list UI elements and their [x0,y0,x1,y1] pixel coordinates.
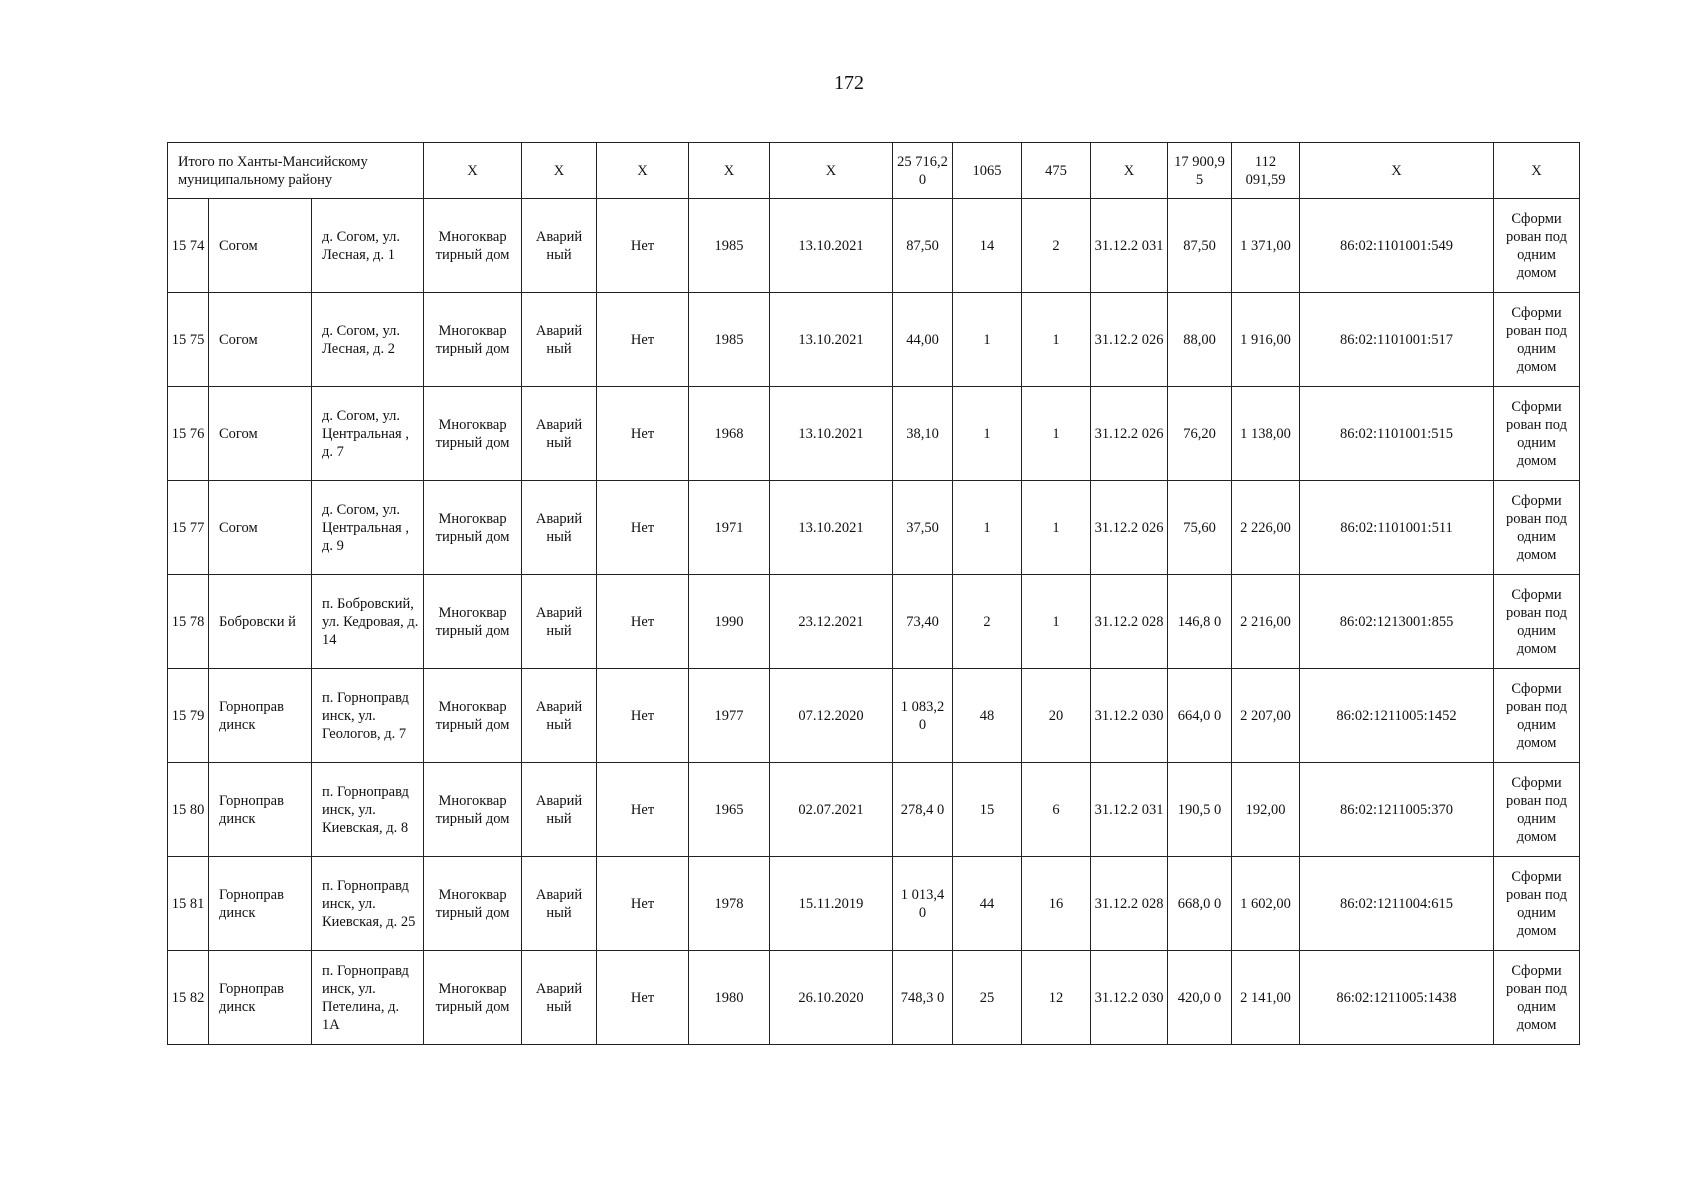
total-cell: 475 [1022,143,1091,199]
table-row [168,763,1580,857]
table-row [168,481,1580,575]
total-row [168,143,1580,199]
building-type-cell: Многоквар тирный дом [424,763,522,857]
area-relocated-cell: 76,20 [1168,387,1232,481]
year-cell: 1985 [689,199,770,293]
date-cell: 26.10.2020 [770,951,893,1045]
deadline-cell: 31.12.2 026 [1091,481,1168,575]
residents-cell: 1 [953,481,1022,575]
building-type-cell: Многоквар тирный дом [424,481,522,575]
settlement-cell: Горноправ динск [209,951,312,1045]
area-relocated-cell: 420,0 0 [1168,951,1232,1045]
rooms-cell: 2 [1022,199,1091,293]
residents-cell: 25 [953,951,1022,1045]
residents-cell: 15 [953,763,1022,857]
status-cell: Аварий ный [522,857,597,951]
table-row [168,857,1580,951]
deadline-cell: 31.12.2 026 [1091,387,1168,481]
date-cell: 07.12.2020 [770,669,893,763]
status-cell: Аварий ный [522,951,597,1045]
total-cell: Х [522,143,597,199]
residents-cell: 48 [953,669,1022,763]
total-cell: 17 900,9 5 [1168,143,1232,199]
cadastral-number-cell: 86:02:1211005:1438 [1300,951,1494,1045]
year-cell: 1980 [689,951,770,1045]
row-number: 15 80 [168,763,209,857]
building-type-cell: Многоквар тирный дом [424,293,522,387]
note-cell: Сформи рован под одним домом [1494,951,1580,1045]
rooms-cell: 12 [1022,951,1091,1045]
status-cell: Аварий ный [522,293,597,387]
total-cell: Х [1091,143,1168,199]
year-cell: 1990 [689,575,770,669]
table-row [168,575,1580,669]
area-cell: 748,3 0 [893,951,953,1045]
row-number: 15 74 [168,199,209,293]
flag-cell: Нет [597,669,689,763]
row-number: 15 77 [168,481,209,575]
cost-cell: 2 207,00 [1232,669,1300,763]
date-cell: 02.07.2021 [770,763,893,857]
flag-cell: Нет [597,763,689,857]
residents-cell: 2 [953,575,1022,669]
page-number: 172 [834,72,864,94]
note-cell: Сформи рован под одним домом [1494,763,1580,857]
area-relocated-cell: 146,8 0 [1168,575,1232,669]
cadastral-number-cell: 86:02:1101001:517 [1300,293,1494,387]
cadastral-number-cell: 86:02:1213001:855 [1300,575,1494,669]
flag-cell: Нет [597,199,689,293]
date-cell: 13.10.2021 [770,481,893,575]
total-cell: Х [770,143,893,199]
building-type-cell: Многоквар тирный дом [424,575,522,669]
area-cell: 278,4 0 [893,763,953,857]
address-cell: д. Согом, ул. Центральная , д. 7 [312,387,424,481]
row-number: 15 82 [168,951,209,1045]
rooms-cell: 1 [1022,481,1091,575]
cost-cell: 2 226,00 [1232,481,1300,575]
settlement-cell: Согом [209,199,312,293]
deadline-cell: 31.12.2 031 [1091,763,1168,857]
total-label: Итого по Ханты-Мансийскому муниципальному району [168,143,424,199]
residents-cell: 44 [953,857,1022,951]
note-cell: Сформи рован под одним домом [1494,857,1580,951]
table-row [168,951,1580,1045]
total-cell: Х [1494,143,1580,199]
year-cell: 1971 [689,481,770,575]
rooms-cell: 1 [1022,575,1091,669]
address-cell: д. Согом, ул. Лесная, д. 2 [312,293,424,387]
date-cell: 13.10.2021 [770,387,893,481]
year-cell: 1977 [689,669,770,763]
building-type-cell: Многоквар тирный дом [424,387,522,481]
flag-cell: Нет [597,575,689,669]
deadline-cell: 31.12.2 030 [1091,951,1168,1045]
note-cell: Сформи рован под одним домом [1494,199,1580,293]
flag-cell: Нет [597,481,689,575]
row-number: 15 76 [168,387,209,481]
row-number: 15 81 [168,857,209,951]
flag-cell: Нет [597,857,689,951]
area-cell: 38,10 [893,387,953,481]
building-type-cell: Многоквар тирный дом [424,857,522,951]
total-cell: Х [1300,143,1494,199]
note-cell: Сформи рован под одним домом [1494,669,1580,763]
cadastral-number-cell: 86:02:1211004:615 [1300,857,1494,951]
table-body [168,143,1580,1045]
deadline-cell: 31.12.2 026 [1091,293,1168,387]
rooms-cell: 1 [1022,387,1091,481]
year-cell: 1968 [689,387,770,481]
note-cell: Сформи рован под одним домом [1494,481,1580,575]
total-cell: Х [689,143,770,199]
table-row [168,387,1580,481]
deadline-cell: 31.12.2 028 [1091,857,1168,951]
settlement-cell: Горноправ динск [209,669,312,763]
row-number: 15 79 [168,669,209,763]
cost-cell: 1 138,00 [1232,387,1300,481]
year-cell: 1978 [689,857,770,951]
building-type-cell: Многоквар тирный дом [424,669,522,763]
status-cell: Аварий ный [522,763,597,857]
total-cell: 25 716,2 0 [893,143,953,199]
date-cell: 23.12.2021 [770,575,893,669]
settlement-cell: Бобровски й [209,575,312,669]
cost-cell: 192,00 [1232,763,1300,857]
area-relocated-cell: 75,60 [1168,481,1232,575]
flag-cell: Нет [597,387,689,481]
residents-cell: 1 [953,387,1022,481]
status-cell: Аварий ный [522,387,597,481]
flag-cell: Нет [597,293,689,387]
settlement-cell: Согом [209,293,312,387]
total-cell: Х [597,143,689,199]
deadline-cell: 31.12.2 031 [1091,199,1168,293]
area-relocated-cell: 190,5 0 [1168,763,1232,857]
residents-cell: 1 [953,293,1022,387]
address-cell: д. Согом, ул. Центральная , д. 9 [312,481,424,575]
date-cell: 15.11.2019 [770,857,893,951]
area-cell: 44,00 [893,293,953,387]
area-relocated-cell: 87,50 [1168,199,1232,293]
rooms-cell: 1 [1022,293,1091,387]
total-cell: 1065 [953,143,1022,199]
building-type-cell: Многоквар тирный дом [424,951,522,1045]
address-cell: п. Бобровский, ул. Кедровая, д. 14 [312,575,424,669]
rooms-cell: 20 [1022,669,1091,763]
date-cell: 13.10.2021 [770,293,893,387]
status-cell: Аварий ный [522,199,597,293]
row-number: 15 75 [168,293,209,387]
table-row [168,293,1580,387]
address-cell: п. Горноправд инск, ул. Киевская, д. 25 [312,857,424,951]
total-cell: 112 091,59 [1232,143,1300,199]
housing-registry-table [167,142,1580,1045]
address-cell: п. Горноправд инск, ул. Петелина, д. 1А [312,951,424,1045]
area-relocated-cell: 88,00 [1168,293,1232,387]
cadastral-number-cell: 86:02:1211005:370 [1300,763,1494,857]
row-number: 15 78 [168,575,209,669]
rooms-cell: 16 [1022,857,1091,951]
settlement-cell: Горноправ динск [209,857,312,951]
address-cell: п. Горноправд инск, ул. Геологов, д. 7 [312,669,424,763]
residents-cell: 14 [953,199,1022,293]
building-type-cell: Многоквар тирный дом [424,199,522,293]
deadline-cell: 31.12.2 028 [1091,575,1168,669]
cost-cell: 2 141,00 [1232,951,1300,1045]
settlement-cell: Горноправ динск [209,763,312,857]
status-cell: Аварий ный [522,575,597,669]
address-cell: д. Согом, ул. Лесная, д. 1 [312,199,424,293]
cost-cell: 2 216,00 [1232,575,1300,669]
cost-cell: 1 602,00 [1232,857,1300,951]
address-cell: п. Горноправд инск, ул. Киевская, д. 8 [312,763,424,857]
deadline-cell: 31.12.2 030 [1091,669,1168,763]
area-cell: 37,50 [893,481,953,575]
date-cell: 13.10.2021 [770,199,893,293]
year-cell: 1985 [689,293,770,387]
table-row [168,669,1580,763]
total-cell: Х [424,143,522,199]
rooms-cell: 6 [1022,763,1091,857]
note-cell: Сформи рован под одним домом [1494,575,1580,669]
note-cell: Сформи рован под одним домом [1494,293,1580,387]
area-relocated-cell: 664,0 0 [1168,669,1232,763]
area-cell: 73,40 [893,575,953,669]
settlement-cell: Согом [209,481,312,575]
year-cell: 1965 [689,763,770,857]
area-cell: 1 083,2 0 [893,669,953,763]
status-cell: Аварий ный [522,481,597,575]
area-cell: 1 013,4 0 [893,857,953,951]
cadastral-number-cell: 86:02:1101001:515 [1300,387,1494,481]
area-relocated-cell: 668,0 0 [1168,857,1232,951]
note-cell: Сформи рован под одним домом [1494,387,1580,481]
table-row [168,199,1580,293]
cadastral-number-cell: 86:02:1211005:1452 [1300,669,1494,763]
settlement-cell: Согом [209,387,312,481]
flag-cell: Нет [597,951,689,1045]
cadastral-number-cell: 86:02:1101001:511 [1300,481,1494,575]
status-cell: Аварий ный [522,669,597,763]
area-cell: 87,50 [893,199,953,293]
cadastral-number-cell: 86:02:1101001:549 [1300,199,1494,293]
cost-cell: 1 371,00 [1232,199,1300,293]
cost-cell: 1 916,00 [1232,293,1300,387]
